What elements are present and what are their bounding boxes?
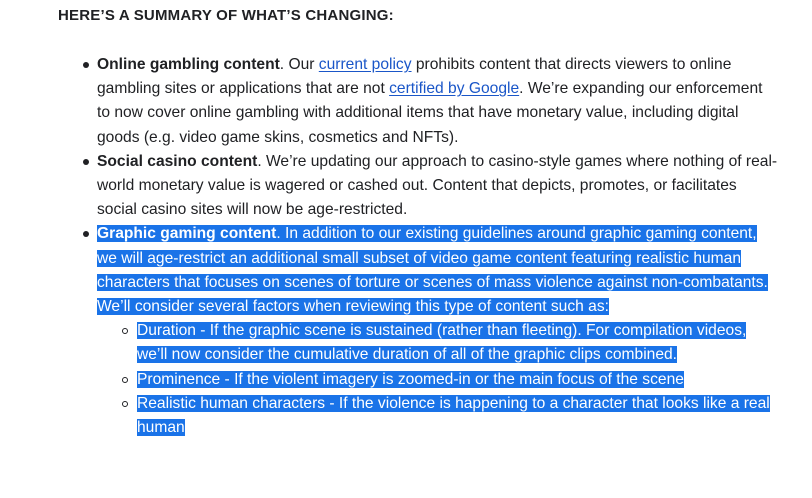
summary-heading: HERE’S A SUMMARY OF WHAT’S CHANGING:: [58, 7, 394, 24]
selected-text[interactable]: Realistic human characters - If the violence is happening to a character that looks like a real human: [137, 394, 770, 437]
item-text: . We’re updating our approach to casino-style games where nothing of real-world monetary value is wagered or cashed out. Content that depicts, promotes, or facilitates social casino sites will now be age-restricted.: [97, 152, 778, 219]
selected-text[interactable]: [97, 225, 768, 315]
sub-item-duration: [137, 319, 778, 367]
current-policy-link[interactable]: current policy: [318, 56, 412, 73]
selected-text[interactable]: Prominence - If the violent imagery is zoomed-in or the main focus of the scene: [137, 370, 684, 388]
sub-item-realistic-characters: [137, 392, 778, 440]
item-title: Online gambling content: [97, 56, 280, 73]
item-text: . In addition to our existing guidelines around graphic gaming content, we will age-restrict an additional small subset of video game content featuring realistic human characters that focuses on scenes of torture or scenes of mass violence against non-combatants. We’ll consider several factors when reviewing this type of content such as:: [97, 225, 768, 316]
list-item-graphic-gaming: [78, 222, 778, 440]
item-text: prohibits content that directs viewers to online gambling sites or applications that are not: [97, 56, 732, 98]
item-title: Social casino content: [97, 152, 258, 170]
certified-by-google-link[interactable]: certified by Google: [389, 80, 520, 98]
graphic-factors-list: [97, 319, 778, 440]
item-title: Graphic gaming content: [97, 225, 277, 243]
sub-item-prominence: [137, 368, 778, 392]
item-text: . We’re expanding our enforcement to now cover online gambling with additional items that have monetary value, including digital goods (e.g. video game skins, cosmetics and NFTs).: [97, 80, 763, 146]
list-item-social-casino: [78, 150, 778, 223]
item-text: . Our: [279, 56, 319, 73]
selected-text[interactable]: Duration - If the graphic scene is sustained (rather than fleeting). For compilation videos, we’ll now consider the cumulative duration of all of the graphic clips combined.: [137, 322, 747, 364]
changes-list: [78, 53, 778, 440]
list-item-online-gambling: [78, 53, 778, 150]
